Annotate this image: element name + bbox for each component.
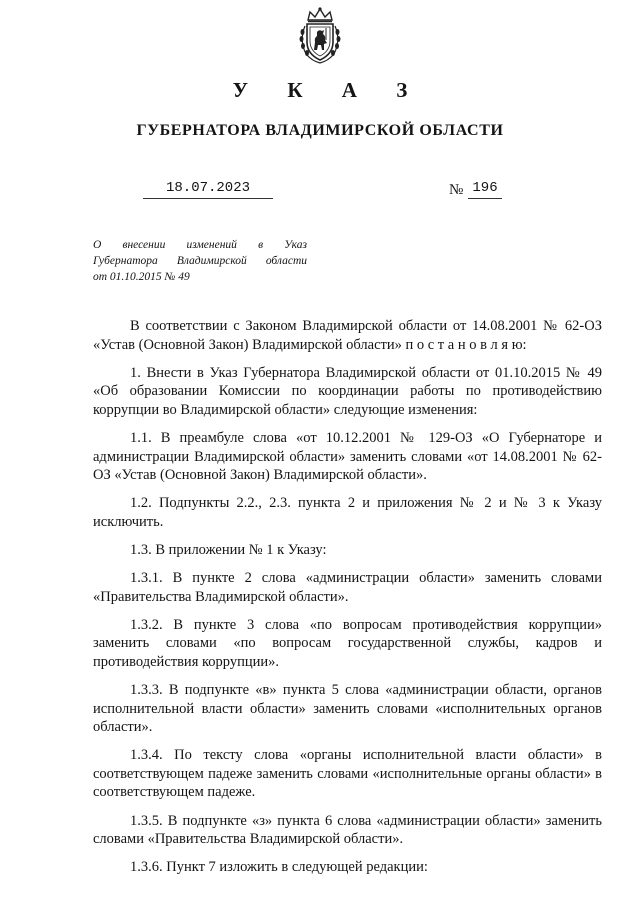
decree-date: 18.07.2023 <box>143 180 273 199</box>
document-subtitle: ГУБЕРНАТОРА ВЛАДИМИРСКОЙ ОБЛАСТИ <box>136 122 504 139</box>
body-paragraph: 1.3.4. По тексту слова «органы исполнительной власти области» в соответствующем падеже заменить словами «исполнительные органы области» в соответствующем падеже. <box>93 747 602 801</box>
decree-number-label: № <box>449 182 464 198</box>
body-paragraph: 1.3.2. В пункте 3 слова «по вопросам противодействия коррупции» заменить словами «по вопросам государственной службы, кадров и противодействия коррупции». <box>93 616 602 670</box>
subject-line: О внесении изменений в Указ <box>93 239 307 251</box>
body-paragraph: 1.3.6. Пункт 7 изложить в следующей редакции: <box>130 859 428 876</box>
body-paragraph: 1.3.1. В пункте 2 слова «администрации области» заменить словами «Правительства Владимирской области». <box>93 570 602 605</box>
decree-subject <box>93 237 307 285</box>
document-title: У К А З <box>232 78 425 102</box>
body-paragraph: 1.3.3. В подпункте «в» пункта 5 слова «администрации области, органов исполнительной власти области» заменить словами «исполнительных органов области». <box>93 682 602 736</box>
coat-of-arms-icon <box>296 6 344 64</box>
body-paragraph: 1.2. Подпункты 2.2., 2.3. пункта 2 и приложения № 2 и № 3 к Указу исключить. <box>93 495 602 530</box>
subject-line: Губернатора Владимирской области <box>93 255 307 267</box>
body-paragraph: 1.3.5. В подпункте «з» пункта 6 слова «администрации области» заменить словами «Правительства Владимирской области». <box>93 812 602 848</box>
decree-number: 196 <box>468 180 502 199</box>
body-paragraph: 1. Внести в Указ Губернатора Владимирской области от 01.10.2015 № 49 «Об образовании Комиссии по координации работы по противодействию коррупции во Владимирской области» следующие изменения: <box>93 364 602 418</box>
decree-body <box>93 317 602 886</box>
subject-line: от 01.10.2015 № 49 <box>93 271 190 283</box>
body-paragraph: 1.3. В приложении № 1 к Указу: <box>130 541 327 558</box>
body-paragraph: 1.1. В преамбуле слова «от 10.12.2001 № 129-ОЗ «О Губернаторе и администрации Владимирской области» заменить словами «от 14.08.2001 № 62-ОЗ «Устав (Основной Закон) Владимирской области». <box>93 429 602 484</box>
body-paragraph: В соответствии с Законом Владимирской области от 14.08.2001 № 62-ОЗ «Устав (Основной Закон) Владимирской области» п о с т а н о в л я ю: <box>93 318 602 353</box>
